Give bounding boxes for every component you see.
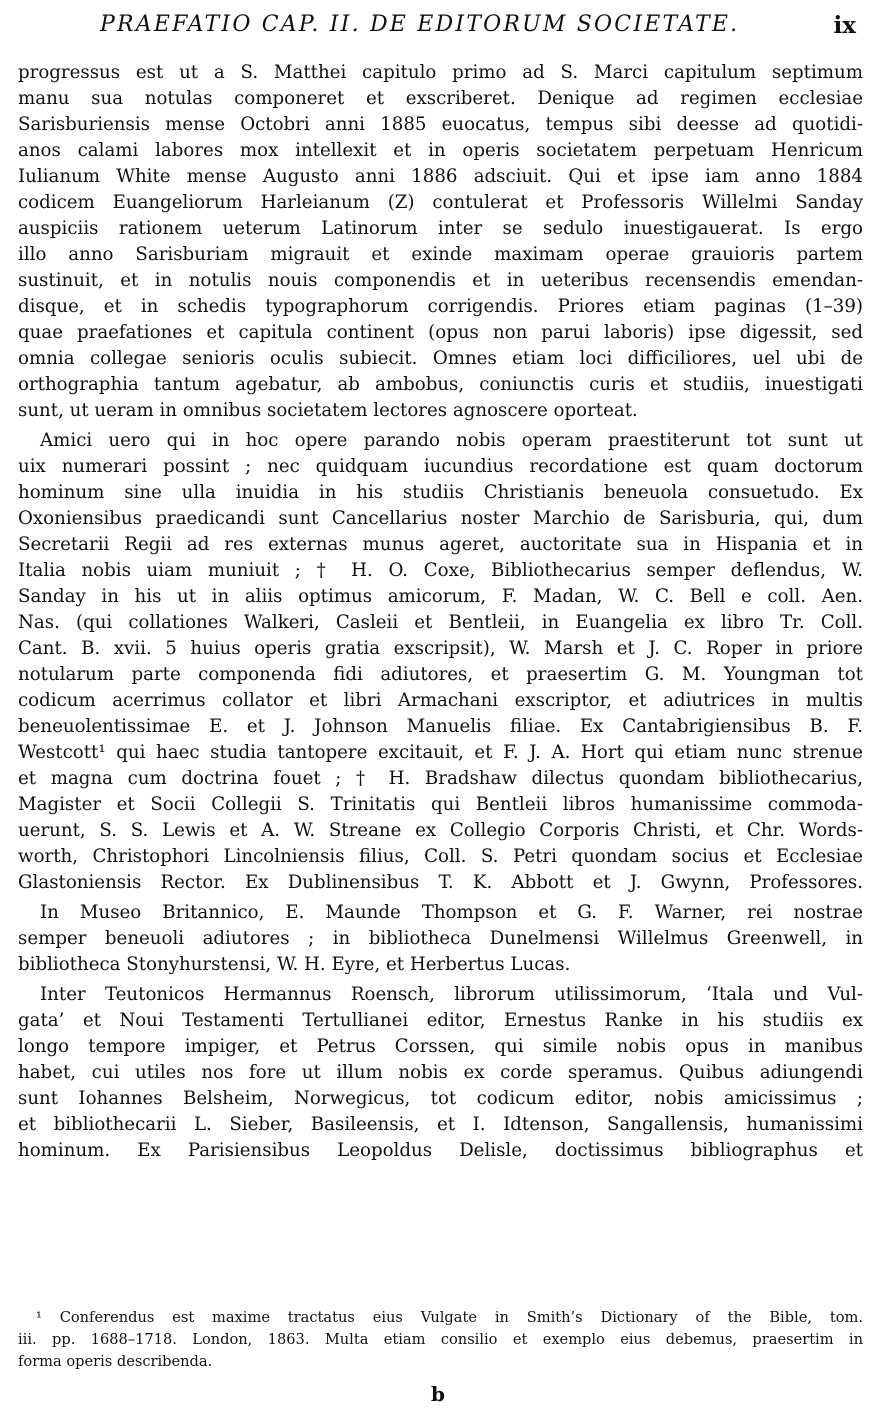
text-line: Cant. B. xvii. 5 huius operis gratia exscripsit), W. Marsh et J. C. Roper in priore — [18, 638, 863, 659]
text-line: Sarisburiensis mense Octobri anni 1885 euocatus, tempus sibi deesse ad quotidi- — [18, 114, 863, 135]
text-line: Oxoniensibus praedicandi sunt Cancellarius noster Marchio de Sarisburia, qui, dum — [18, 508, 863, 529]
footnote-line: ¹ Conferendus est maxime tractatus eius Vulgate in Smith’s Dictionary of the Bible, tom. — [36, 1309, 863, 1326]
text-line: worth, Christophori Lincolniensis filius, Coll. S. Petri quondam socius et Ecclesiae — [18, 846, 863, 867]
text-line: disque, et in schedis typographorum corrigendis. Priores etiam paginas (1–39) — [18, 296, 863, 317]
text-line: In Museo Britannico, E. Maunde Thompson et G. F. Warner, rei nostrae — [40, 902, 863, 923]
paragraph-3 — [18, 900, 863, 978]
signature-mark: b — [431, 1382, 445, 1406]
paragraph-2 — [18, 428, 863, 896]
text-line: bibliotheca Stonyhurstensi, W. H. Eyre, et Herbertus Lucas. — [18, 954, 571, 975]
text-line: illo anno Sarisburiam migrauit et exinde maximam operae grauioris partem — [18, 244, 863, 265]
running-title: PRAEFATIO CAP. II. DE EDITORUM SOCIETATE. — [100, 12, 740, 37]
text-line: Glastoniensis Rector. Ex Dublinensibus T. K. Abbott et J. Gwynn, Professores. — [18, 872, 863, 893]
text-line: Magister et Socii Collegii S. Trinitatis qui Bentleii libros humanissime commoda- — [18, 794, 863, 815]
text-line: codicum acerrimus collator et libri Armachani exscriptor, et adiutrices in multis — [18, 690, 863, 711]
text-line: Inter Teutonicos Hermannus Roensch, librorum utilissimorum, ‘Itala und Vul- — [40, 984, 863, 1005]
text-line: notularum parte componenda fidi adiutores, et praesertim G. M. Youngman tot — [18, 664, 863, 685]
text-line: sustinuit, et in notulis nouis componendis et in ueteribus recensendis emendan- — [18, 270, 863, 291]
main-text — [18, 60, 863, 1164]
text-line: omnia collegae senioris oculis subiecit. Omnes etiam loci difficiliores, uel ubi de — [18, 348, 863, 369]
text-line: hominum. Ex Parisiensibus Leopoldus Delisle, doctissimus bibliographus et — [18, 1140, 863, 1161]
text-line: sunt, ut ueram in omnibus societatem lectores agnoscere oporteat. — [18, 400, 638, 421]
text-line: progressus est ut a S. Matthei capitulo primo ad S. Marci capitulum septimum — [18, 62, 863, 83]
footnote-line: iii. pp. 1688–1718. London, 1863. Multa etiam consilio et exemplo eius debemus, praesertim in — [18, 1331, 863, 1348]
text-line: Amici uero qui in hoc opere parando nobis operam praestiterunt tot sunt ut — [40, 430, 863, 451]
text-line: auspiciis rationem ueterum Latinorum inter se sedulo inuestigauerat. Is ergo — [18, 218, 863, 239]
footnotes — [18, 1307, 863, 1373]
text-line: longo tempore impiger, et Petrus Corssen, qui simile nobis opus in manibus — [18, 1036, 863, 1057]
text-line: Westcott¹ qui haec studia tantopere excitauit, et F. J. A. Hort qui etiam nunc strenue — [18, 742, 863, 763]
text-line: orthographia tantum agebatur, ab ambobus, coniunctis curis et studiis, inuestigati — [18, 374, 863, 395]
text-line: sunt Iohannes Belsheim, Norwegicus, tot codicum editor, nobis amicissimus ; — [18, 1088, 863, 1109]
text-line: anos calami labores mox intellexit et in operis societatem perpetuam Henricum — [18, 140, 863, 161]
footnote-line: forma operis describenda. — [18, 1353, 213, 1370]
text-line: semper beneuoli adiutores ; in bibliotheca Dunelmensi Willelmus Greenwell, in — [18, 928, 863, 949]
text-line: Secretarii Regii ad res externas munus ageret, auctoritate sua in Hispania et in — [18, 534, 863, 555]
running-head — [18, 8, 862, 48]
text-line: Italia nobis uiam muniuit ; † H. O. Coxe, Bibliothecarius semper deflendus, W. — [18, 560, 863, 581]
text-line: gata’ et Noui Testamenti Tertullianei editor, Ernestus Ranke in his studiis ex — [18, 1010, 863, 1031]
text-line: habet, cui utiles nos fore ut illum nobis ex corde speramus. Quibus adiungendi — [18, 1062, 863, 1083]
text-line: uix numerari possint ; nec quidquam iucundius recordatione est quam doctorum — [18, 456, 863, 477]
text-line: beneuolentissimae E. et J. Johnson Manuelis filiae. Ex Cantabrigiensibus B. F. — [18, 716, 863, 737]
text-line: et magna cum doctrina fouet ; † H. Bradshaw dilectus quondam bibliothecarius, — [18, 768, 863, 789]
text-line: manu sua notulas componeret et exscriberet. Denique ad regimen ecclesiae — [18, 88, 863, 109]
text-line: quae praefationes et capitula continent (opus non parui laboris) ipse digessit, sed — [18, 322, 863, 343]
text-line: et bibliothecarii L. Sieber, Basileensis, et I. Idtenson, Sangallensis, humanissimi — [18, 1114, 863, 1135]
text-line: Nas. (qui collationes Walkeri, Casleii et Bentleii, in Euangelia ex libro Tr. Coll. — [18, 612, 863, 633]
paragraph-4 — [18, 982, 863, 1164]
text-line: Sanday in his ut in aliis optimus amicorum, F. Madan, W. C. Bell e coll. Aen. — [18, 586, 863, 607]
paragraph-1 — [18, 60, 863, 424]
text-line: codicem Euangeliorum Harleianum (Z) contulerat et Professoris Willelmi Sanday — [18, 192, 863, 213]
text-line: Iulianum White mense Augusto anni 1886 adsciuit. Qui et ipse iam anno 1884 — [18, 166, 863, 187]
text-line: uerunt, S. S. Lewis et A. W. Streane ex Collegio Corporis Christi, et Chr. Words- — [18, 820, 863, 841]
text-line: hominum sine ulla inuidia in his studiis Christianis beneuola consuetudo. Ex — [18, 482, 863, 503]
page-number: ix — [833, 12, 856, 39]
